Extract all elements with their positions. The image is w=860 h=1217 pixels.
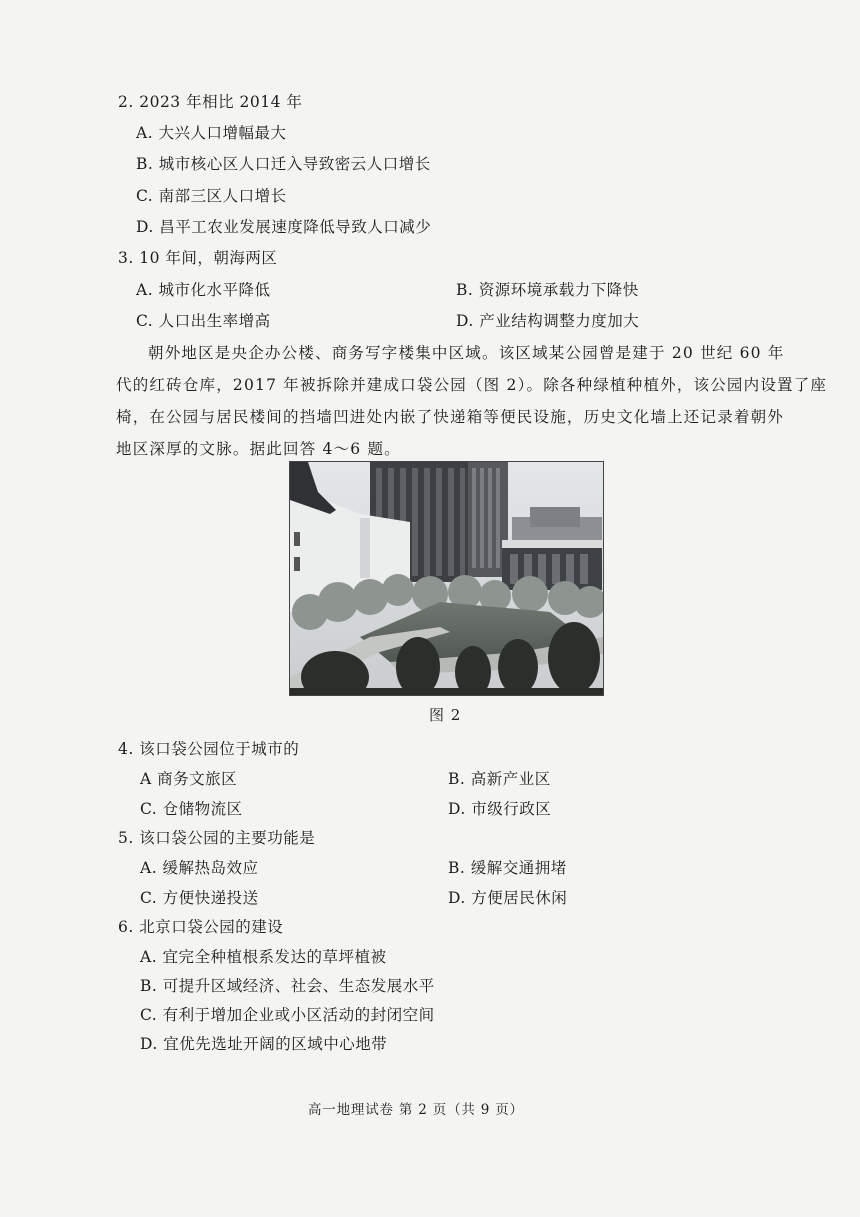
question-2-stem: 2. 2023 年相比 2014 年 xyxy=(118,93,303,111)
question-6-option-a: A. 宜完全种植根系发达的草坪植被 xyxy=(140,948,387,966)
question-2-option-a: A. 大兴人口增幅最大 xyxy=(136,124,287,142)
reading-passage xyxy=(116,337,828,465)
question-5-stem: 5. 该口袋公园的主要功能是 xyxy=(118,829,316,847)
question-4-option-d: D. 市级行政区 xyxy=(448,800,552,818)
question-4-stem: 4. 该口袋公园位于城市的 xyxy=(118,740,300,758)
pocket-park-illustration xyxy=(290,462,603,695)
question-3-option-a: A. 城市化水平降低 xyxy=(136,281,271,299)
question-2-option-b: B. 城市核心区人口迁入导致密云人口增长 xyxy=(136,155,431,173)
figure-caption: 图 2 xyxy=(429,706,462,724)
passage-line: 朝外地区是央企办公楼、商务写字楼集中区域。该区域某公园曾是建于 20 世纪 60 年 xyxy=(148,344,785,362)
question-3-option-d: D. 产业结构调整力度加大 xyxy=(456,312,640,330)
pocket-park-photo xyxy=(289,461,604,696)
page-footer: 高一地理试卷 第 2 页（共 9 页） xyxy=(308,1102,524,1118)
question-5-option-b: B. 缓解交通拥堵 xyxy=(448,859,567,877)
question-5-option-a: A. 缓解热岛效应 xyxy=(140,859,259,877)
question-5-option-d: D. 方便居民休闲 xyxy=(448,889,568,907)
question-3-option-b: B. 资源环境承载力下降快 xyxy=(456,281,639,299)
question-2-option-d: D. 昌平工农业发展速度降低导致人口减少 xyxy=(136,218,432,236)
question-3-stem: 3. 10 年间，朝海两区 xyxy=(118,249,278,267)
question-6-stem: 6. 北京口袋公园的建设 xyxy=(118,918,284,936)
question-2-option-c: C. 南部三区人口增长 xyxy=(136,187,287,205)
question-4-option-a: A 商务文旅区 xyxy=(140,770,238,788)
question-6-option-c: C. 有利于增加企业或小区活动的封闭空间 xyxy=(140,1006,435,1024)
question-6-option-d: D. 宜优先选址开阔的区域中心地带 xyxy=(140,1035,388,1053)
question-4-option-b: B. 高新产业区 xyxy=(448,770,551,788)
question-5-option-c: C. 方便快递投送 xyxy=(140,889,259,907)
question-6-option-b: B. 可提升区域经济、社会、生态发展水平 xyxy=(140,977,435,995)
passage-line: 代的红砖仓库，2017 年被拆除并建成口袋公园（图 2）。除各种绿植种植外，该公园内设置了座 xyxy=(116,376,828,394)
passage-line: 地区深厚的文脉。据此回答 4～6 题。 xyxy=(116,440,401,458)
question-4-option-c: C. 仓储物流区 xyxy=(140,800,243,818)
question-3-option-c: C. 人口出生率增高 xyxy=(136,312,271,330)
passage-line: 椅，在公园与居民楼间的挡墙凹进处内嵌了快递箱等便民设施，历史文化墙上还记录着朝外 xyxy=(116,408,785,426)
